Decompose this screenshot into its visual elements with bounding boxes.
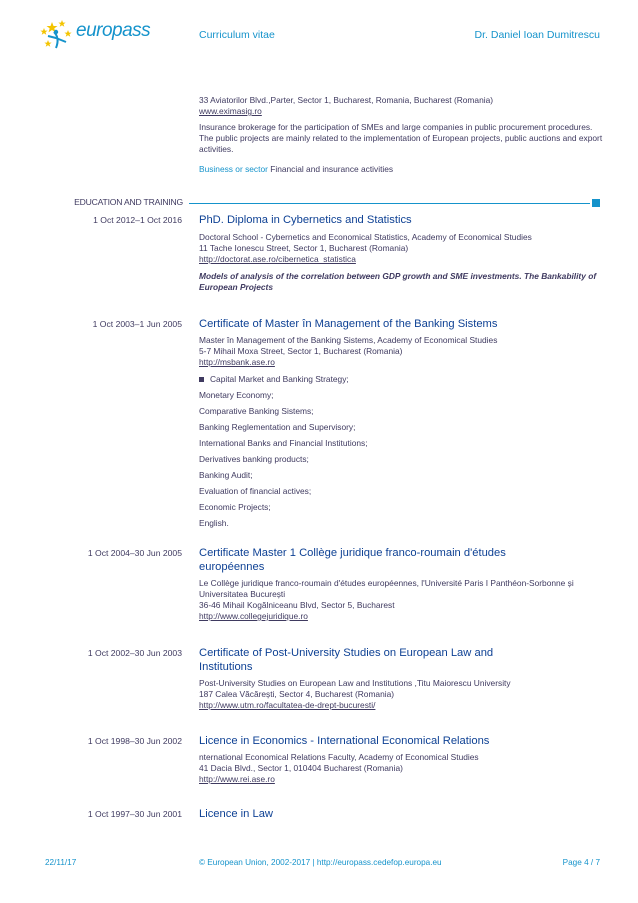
work-website-link[interactable]: www.eximasig.ro <box>199 106 262 116</box>
section-rule <box>189 203 590 204</box>
footer-page-number: Page 4 / 7 <box>562 858 600 867</box>
entry-title: Certificate of Post-University Studies on European Law and <box>199 647 494 659</box>
entry-line: 187 Calea Văcărești, Sector 4, Bucharest (Romania) <box>199 689 395 699</box>
entry-link[interactable]: http://www.utm.ro/facultatea-de-drept-bucuresti/ <box>199 700 376 710</box>
section-heading-education: EDUCATION AND TRAINING <box>74 197 183 207</box>
work-description: Insurance brokerage for the participation of SMEs and large companies in public procurement procedures. The public projects are mainly related to the implementation of European projects, public auctions and export activities. <box>199 122 603 154</box>
person-name: Dr. Daniel Ioan Dumitrescu <box>474 29 600 41</box>
sector-value: Financial and insurance activities <box>270 164 394 174</box>
entry-date: 1 Oct 2012–1 Oct 2016 <box>93 215 182 225</box>
entry-title: PhD. Diploma in Cybernetics and Statistics <box>199 214 412 226</box>
business-sector <box>199 164 609 175</box>
footer-date: 22/11/17 <box>45 858 77 867</box>
entry-line: Master în Management of the Banking Sistems, Academy of Economical Studies <box>199 335 498 345</box>
subject-item: Monetary Economy; <box>199 390 274 400</box>
footer-copyright-link[interactable]: © European Union, 2002-2017 | http://europass.cedefop.europa.eu <box>199 858 442 867</box>
subject-item: Evaluation of financial actives; <box>199 486 312 496</box>
subject-item: Banking Audit; <box>199 470 253 480</box>
subject-item: Comparative Banking Sistems; <box>199 406 314 416</box>
entry-title-cont: Institutions <box>199 661 253 673</box>
subject-item: International Banks and Financial Institutions; <box>199 438 368 448</box>
entry-link[interactable]: http://www.collegejuridique.ro <box>199 611 308 621</box>
entry-date: 1 Oct 2003–1 Jun 2005 <box>92 319 182 329</box>
stars-logo-icon <box>38 18 78 54</box>
subject-item: Banking Reglementation and Supervisory; <box>199 422 356 432</box>
entry-line: 41 Dacia Blvd., Sector 1, 010404 Bucharest (Romania) <box>199 763 403 773</box>
entry-thesis: Models of analysis of the correlation between GDP growth and SME investments. The Bankability of European Projects <box>199 271 597 292</box>
entry-line: 5-7 Mihail Moxa Street, Sector 1, Bucharest (Romania) <box>199 346 403 356</box>
entry-line: Doctoral School - Cybernetics and Economical Statistics, Academy of Economical Studies <box>199 232 532 242</box>
work-address: 33 Aviatorilor Blvd.,Parter, Sector 1, Bucharest, Romania, Bucharest (Romania) <box>199 95 494 105</box>
logo-text: europass <box>76 20 151 41</box>
entry-date: 1 Oct 1997–30 Jun 2001 <box>87 809 182 819</box>
entry-title-cont: européennes <box>199 561 265 573</box>
entry-title: Certificate of Master în Management of the Banking Sistems <box>199 318 498 330</box>
entry-title: Certificate Master 1 Collège juridique franco-roumain d'études <box>199 547 506 559</box>
entry-line: Universitatea București <box>199 589 286 599</box>
section-square-icon <box>592 199 600 207</box>
entry-line: Post-University Studies on European Law and Institutions ,Titu Maiorescu University <box>199 678 511 688</box>
europass-logo <box>38 18 151 54</box>
entry-date: 1 Oct 1998–30 Jun 2002 <box>87 736 182 746</box>
entry-title: Licence in Economics - International Economical Relations <box>199 735 490 747</box>
page-title: Curriculum vitae <box>199 29 275 41</box>
entry-link[interactable]: http://msbank.ase.ro <box>199 357 275 367</box>
entry-title: Licence in Law <box>199 808 274 820</box>
entry-line: nternational Economical Relations Faculty, Academy of Economical Studies <box>199 752 479 762</box>
entry-link[interactable]: http://www.rei.ase.ro <box>199 774 275 784</box>
bullet-square-icon <box>199 377 204 382</box>
entry-link[interactable]: http://doctorat.ase.ro/cibernetica_statistica <box>199 254 356 264</box>
entry-line: 11 Tache Ionescu Street, Sector 1, Bucharest (Romania) <box>199 243 409 253</box>
entry-date: 1 Oct 2002–30 Jun 2003 <box>87 648 182 658</box>
entry-line: Le Collège juridique franco-roumain d'études européennes, l'Université Paris I Panthéon-Sorbonne și <box>199 578 574 588</box>
entry-date: 1 Oct 2004–30 Jun 2005 <box>87 548 182 558</box>
subject-item: Capital Market and Banking Strategy; <box>199 374 609 385</box>
subject-item: Derivatives banking products; <box>199 454 309 464</box>
entry-line: 36-46 Mihail Kogălniceanu Blvd, Sector 5, Bucharest <box>199 600 395 610</box>
sector-label: Business or sector <box>199 164 268 174</box>
subject-item: Economic Projects; <box>199 502 271 512</box>
subject-item: English. <box>199 518 229 528</box>
